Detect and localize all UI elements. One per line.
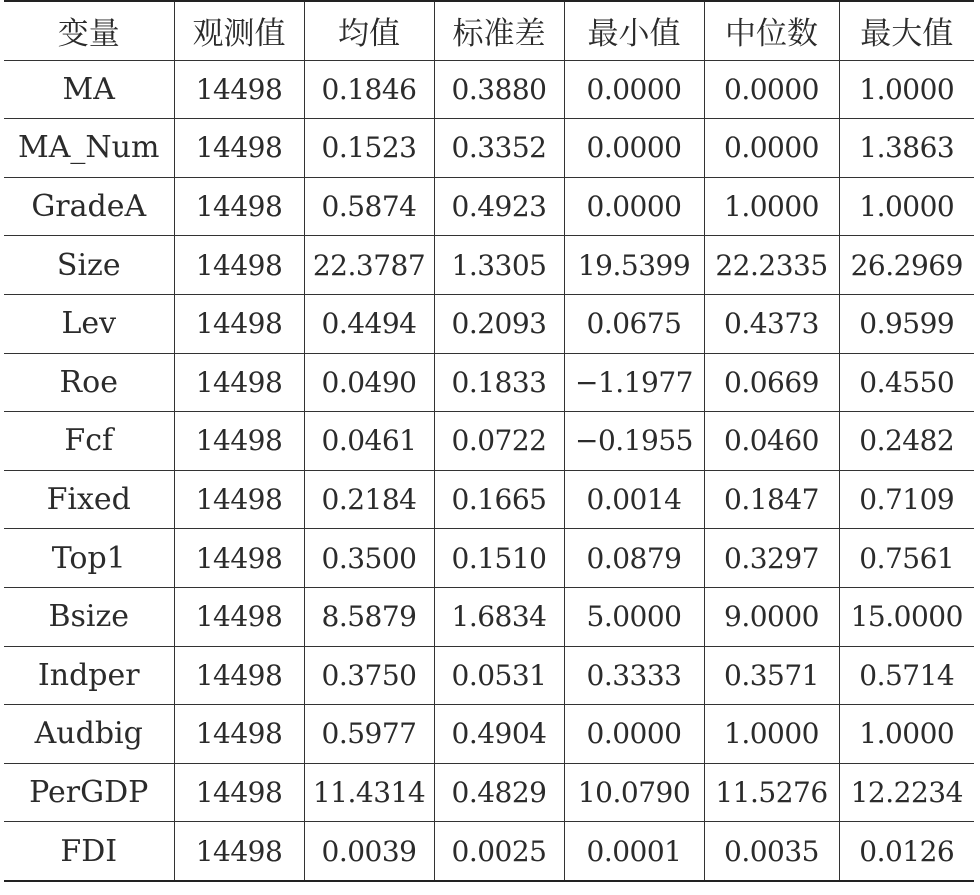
cell-std-dev: 0.1510 [434, 529, 564, 588]
cell-std-dev: 0.0531 [434, 646, 564, 705]
cell-median: 1.0000 [704, 177, 839, 236]
cell-min: 0.0000 [564, 177, 704, 236]
cell-max: 0.5714 [839, 646, 974, 705]
cell-std-dev: 0.1665 [434, 470, 564, 529]
cell-max: 1.0000 [839, 705, 974, 764]
cell-observations: 14498 [174, 412, 304, 471]
table-row [4, 119, 974, 178]
cell-median: 0.1847 [704, 470, 839, 529]
cell-max: 12.2234 [839, 763, 974, 822]
cell-mean: 0.2184 [304, 470, 434, 529]
cell-variable: Size [4, 236, 174, 295]
cell-max: 1.3863 [839, 119, 974, 178]
cell-observations: 14498 [174, 353, 304, 412]
descriptive-statistics-table [4, 0, 974, 882]
cell-variable: Top1 [4, 529, 174, 588]
cell-mean: 22.3787 [304, 236, 434, 295]
cell-max: 0.0126 [839, 822, 974, 881]
cell-min: 0.0675 [564, 294, 704, 353]
cell-mean: 0.0461 [304, 412, 434, 471]
cell-std-dev: 0.1833 [434, 353, 564, 412]
cell-std-dev: 0.0025 [434, 822, 564, 881]
table-row [4, 646, 974, 705]
cell-median: 0.3571 [704, 646, 839, 705]
cell-max: 26.2969 [839, 236, 974, 295]
table-row [4, 353, 974, 412]
header-max: 最大值 [839, 1, 974, 60]
cell-median: 22.2335 [704, 236, 839, 295]
cell-median: 0.4373 [704, 294, 839, 353]
cell-variable: PerGDP [4, 763, 174, 822]
cell-min: 0.0001 [564, 822, 704, 881]
cell-min: 5.0000 [564, 587, 704, 646]
cell-min: 10.0790 [564, 763, 704, 822]
cell-min: 0.3333 [564, 646, 704, 705]
table-container [4, 0, 974, 882]
cell-variable: Lev [4, 294, 174, 353]
cell-min: 0.0000 [564, 119, 704, 178]
cell-observations: 14498 [174, 529, 304, 588]
header-variable: 变量 [4, 1, 174, 60]
cell-max: 0.7561 [839, 529, 974, 588]
cell-std-dev: 0.2093 [434, 294, 564, 353]
cell-variable: MA [4, 60, 174, 119]
cell-mean: 0.4494 [304, 294, 434, 353]
cell-std-dev: 1.6834 [434, 587, 564, 646]
cell-variable: Fixed [4, 470, 174, 529]
cell-observations: 14498 [174, 294, 304, 353]
cell-max: 1.0000 [839, 60, 974, 119]
cell-min: 0.0879 [564, 529, 704, 588]
cell-median: 1.0000 [704, 705, 839, 764]
header-observations: 观测值 [174, 1, 304, 60]
cell-mean: 0.1523 [304, 119, 434, 178]
cell-max: 0.9599 [839, 294, 974, 353]
cell-mean: 0.0039 [304, 822, 434, 881]
cell-min: 0.0014 [564, 470, 704, 529]
cell-std-dev: 1.3305 [434, 236, 564, 295]
cell-max: 15.0000 [839, 587, 974, 646]
header-median: 中位数 [704, 1, 839, 60]
cell-observations: 14498 [174, 646, 304, 705]
cell-mean: 0.0490 [304, 353, 434, 412]
table-row [4, 236, 974, 295]
cell-median: 11.5276 [704, 763, 839, 822]
cell-max: 0.4550 [839, 353, 974, 412]
cell-variable: Audbig [4, 705, 174, 764]
table-row [4, 705, 974, 764]
cell-std-dev: 0.4923 [434, 177, 564, 236]
table-row [4, 587, 974, 646]
cell-max: 1.0000 [839, 177, 974, 236]
cell-mean: 8.5879 [304, 587, 434, 646]
cell-variable: Indper [4, 646, 174, 705]
cell-min: 0.0000 [564, 60, 704, 119]
cell-median: 0.3297 [704, 529, 839, 588]
cell-std-dev: 0.3880 [434, 60, 564, 119]
table-row [4, 412, 974, 471]
cell-std-dev: 0.3352 [434, 119, 564, 178]
cell-median: 0.0000 [704, 119, 839, 178]
cell-observations: 14498 [174, 705, 304, 764]
cell-observations: 14498 [174, 587, 304, 646]
cell-variable: Roe [4, 353, 174, 412]
cell-median: 0.0035 [704, 822, 839, 881]
cell-median: 9.0000 [704, 587, 839, 646]
cell-median: 0.0000 [704, 60, 839, 119]
cell-mean: 0.5977 [304, 705, 434, 764]
cell-mean: 0.3500 [304, 529, 434, 588]
cell-variable: Bsize [4, 587, 174, 646]
cell-mean: 11.4314 [304, 763, 434, 822]
cell-observations: 14498 [174, 236, 304, 295]
cell-median: 0.0669 [704, 353, 839, 412]
cell-observations: 14498 [174, 119, 304, 178]
cell-variable: FDI [4, 822, 174, 881]
cell-mean: 0.5874 [304, 177, 434, 236]
table-row [4, 529, 974, 588]
header-mean: 均值 [304, 1, 434, 60]
table-row [4, 470, 974, 529]
cell-variable: Fcf [4, 412, 174, 471]
cell-median: 0.0460 [704, 412, 839, 471]
cell-min: 0.0000 [564, 705, 704, 764]
cell-std-dev: 0.4829 [434, 763, 564, 822]
cell-min: −1.1977 [564, 353, 704, 412]
table-row [4, 763, 974, 822]
cell-observations: 14498 [174, 822, 304, 881]
cell-observations: 14498 [174, 470, 304, 529]
cell-variable: MA_Num [4, 119, 174, 178]
cell-max: 0.2482 [839, 412, 974, 471]
cell-observations: 14498 [174, 60, 304, 119]
cell-min: −0.1955 [564, 412, 704, 471]
header-std-dev: 标准差 [434, 1, 564, 60]
cell-mean: 0.3750 [304, 646, 434, 705]
cell-variable: GradeA [4, 177, 174, 236]
cell-mean: 0.1846 [304, 60, 434, 119]
cell-std-dev: 0.4904 [434, 705, 564, 764]
table-row [4, 294, 974, 353]
cell-min: 19.5399 [564, 236, 704, 295]
table-row [4, 177, 974, 236]
header-min: 最小值 [564, 1, 704, 60]
cell-max: 0.7109 [839, 470, 974, 529]
header-row [4, 1, 974, 60]
table-row [4, 822, 974, 881]
cell-observations: 14498 [174, 763, 304, 822]
table-row [4, 60, 974, 119]
cell-std-dev: 0.0722 [434, 412, 564, 471]
cell-observations: 14498 [174, 177, 304, 236]
